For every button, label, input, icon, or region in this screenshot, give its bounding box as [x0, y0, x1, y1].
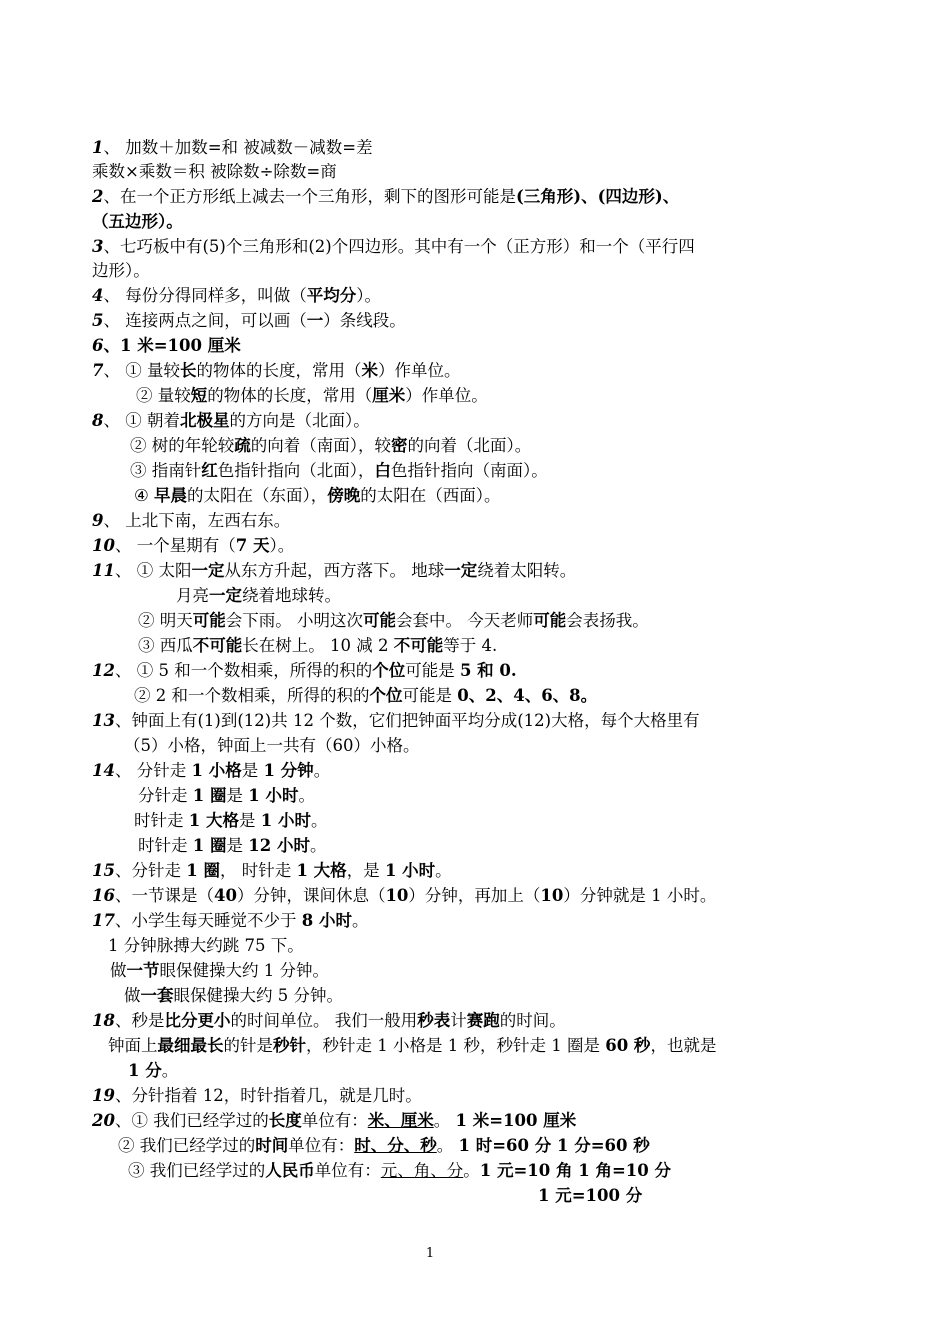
text-segment: 、 ① 太阳 [114, 561, 192, 580]
item-number: 2 [92, 187, 104, 206]
item-number: 7 [92, 361, 104, 380]
text-segment: 长 [179, 361, 197, 380]
text-segment: 1 分钟脉搏大约跳 75 下。 [108, 936, 304, 955]
text-line [130, 434, 531, 458]
item-number: 10 [92, 536, 115, 555]
text-segment: 、 上北下南，左西右东。 [103, 511, 291, 530]
text-segment: 可能 [533, 611, 567, 630]
text-line [92, 1009, 566, 1033]
text-segment: 绕着太阳转。 [477, 561, 577, 580]
text-segment: 短 [190, 386, 208, 405]
text-segment: 长在树上。 10 减 2 [242, 636, 394, 655]
text-segment: 个位 [372, 661, 406, 680]
text-segment: ③ 指南针 [130, 461, 202, 480]
text-segment: 的时间。 [499, 1011, 566, 1030]
text-line [130, 459, 548, 483]
text-segment: 。 [161, 1061, 179, 1080]
text-line [92, 884, 716, 908]
page-number: 1 [425, 1246, 435, 1261]
text-segment: 1 小格 [191, 761, 242, 780]
text-line [92, 160, 337, 184]
text-segment: 的物体的长度，常用（ [196, 361, 362, 380]
text-segment: ② 树的年轮较 [130, 436, 235, 455]
text-segment: 边形）。 [92, 261, 150, 280]
text-segment: 、 每份分得同样多，叫做（ [103, 286, 307, 305]
text-segment: 1 圈 [192, 786, 227, 805]
text-line [136, 384, 488, 408]
text-segment: 乘数×乘数＝积 被除数÷除数=商 [92, 162, 337, 181]
text-segment: ，也就是 [650, 1036, 717, 1055]
text-segment: 分针走 [138, 786, 193, 805]
text-segment: 12 小时 [248, 836, 310, 855]
item-number: 20 [92, 1111, 115, 1130]
text-line [138, 834, 326, 858]
text-segment: 白 [374, 461, 391, 480]
text-segment: 的太阳在（东面）， [187, 486, 328, 505]
text-line [92, 534, 294, 558]
text-segment: 。 [433, 1111, 456, 1130]
text-segment: ，是 [346, 861, 385, 880]
text-segment: 是 [226, 836, 249, 855]
text-segment: 60 秒 [605, 1036, 651, 1055]
text-segment: 眼保健操大约 1 分钟。 [159, 961, 329, 980]
text-segment: 一 [306, 311, 324, 330]
text-segment: 月亮 [176, 586, 209, 605]
text-segment: 的太阳在（西面）。 [360, 486, 501, 505]
text-segment: ， 时针走 [219, 861, 297, 880]
text-line [92, 235, 695, 259]
text-line [92, 1084, 422, 1108]
text-segment: 。 [313, 761, 331, 780]
text-segment: 单位有： [288, 1136, 355, 1155]
text-segment: (三角形)、(四边形)、 [515, 187, 680, 206]
text-segment: ）分钟，再加上（ [408, 886, 541, 905]
text-segment: ④ [134, 486, 155, 505]
text-segment: 是 [226, 786, 249, 805]
text-line [92, 359, 460, 383]
text-line [92, 659, 517, 683]
text-segment: 人民币 [265, 1161, 315, 1180]
text-segment: 赛跑 [466, 1011, 500, 1030]
text-segment: 一定 [209, 586, 242, 605]
text-segment: 、 连接两点之间，可以画（ [103, 311, 307, 330]
text-segment: 1 元=100 分 [538, 1186, 643, 1205]
text-segment: 、 加数＋加数=和 被减数－减数=差 [103, 138, 373, 157]
text-segment: 8 小时 [301, 911, 352, 930]
text-segment: 钟面上 [108, 1036, 158, 1055]
text-segment: 最细最长 [157, 1036, 224, 1055]
text-segment: 。 [463, 1161, 480, 1180]
text-segment: 色指针指向（北面）， [217, 461, 375, 480]
text-line [92, 259, 150, 283]
text-segment: 1 分 [128, 1061, 162, 1080]
text-segment: 的时间单位。 我们一般用 [230, 1011, 418, 1030]
text-line [92, 309, 406, 333]
text-segment: 、 ① 量较 [103, 361, 180, 380]
text-line [108, 1034, 716, 1058]
text-segment: （5）小格，钟面上一共有（60）小格。 [124, 736, 420, 755]
text-segment: 1 大格 [296, 861, 347, 880]
text-line [92, 559, 576, 583]
item-number: 16 [92, 886, 115, 905]
text-line [92, 509, 290, 533]
text-segment: 。 [435, 861, 452, 880]
text-segment: 从东方升起，西方落下。 地球 [224, 561, 445, 580]
text-segment: ）。 [269, 536, 295, 555]
text-segment: 的方向是（北面）。 [229, 411, 370, 430]
text-segment: 单位有： [301, 1111, 368, 1130]
text-segment: 1 分钟 [263, 761, 314, 780]
text-segment: ② 我们已经学过的 [118, 1136, 256, 1155]
text-line [92, 759, 330, 783]
text-segment: ② 明天 [138, 611, 193, 630]
text-segment: 会下雨。 小明这次 [225, 611, 363, 630]
text-segment: 。 [298, 786, 315, 805]
text-line [134, 684, 597, 708]
text-segment: 做 [110, 961, 127, 980]
text-segment: ③ 西瓜 [138, 636, 193, 655]
text-segment: 绕着地球转。 [242, 586, 341, 605]
text-segment: ）分钟，课间休息（ [236, 886, 386, 905]
text-segment: 米 [361, 361, 378, 380]
text-segment: 、① 我们已经学过的 [114, 1111, 269, 1130]
text-segment: 北极星 [179, 411, 230, 430]
item-number: 5 [92, 311, 104, 330]
text-line [138, 609, 649, 633]
text-line [134, 809, 327, 833]
text-segment: ，秒针走 1 小格是 1 秒，秒针走 1 圈是 [306, 1036, 606, 1055]
text-segment: 、分针走 [114, 861, 187, 880]
text-line [92, 284, 381, 308]
text-segment: ）作单位。 [405, 386, 488, 405]
text-segment: 不可能 [192, 636, 243, 655]
text-segment: 1 圈 [192, 836, 227, 855]
text-segment: 个位 [369, 686, 403, 705]
text-line [118, 1134, 650, 1158]
text-segment: 疏 [234, 436, 251, 455]
text-segment: 1 小时 [260, 811, 311, 830]
text-segment: 会表扬我。 [566, 611, 649, 630]
text-segment: 会套中。 今天老师 [396, 611, 534, 630]
text-segment: ）作单位。 [377, 361, 461, 380]
text-segment: 密 [391, 436, 408, 455]
text-segment: 、小学生每天睡觉不少于 [114, 911, 302, 930]
text-line [110, 959, 329, 983]
item-number: 1 [92, 138, 104, 157]
text-line [538, 1184, 642, 1208]
text-segment: 、 ① 朝着 [103, 411, 180, 430]
text-segment: 时针走 [138, 836, 193, 855]
text-segment: 红 [201, 461, 218, 480]
text-segment: 米、厘米 [367, 1111, 434, 1130]
text-line [92, 859, 452, 883]
text-segment: 的向着（南面），较 [250, 436, 391, 455]
item-number: 14 [92, 761, 115, 780]
text-segment: 单位有： [314, 1161, 381, 1180]
text-segment: 、一节课是（ [114, 886, 214, 905]
text-segment: 1 大格 [188, 811, 239, 830]
text-segment: 时间 [255, 1136, 289, 1155]
text-segment: 、 ① 5 和一个数相乘，所得的积的 [114, 661, 373, 680]
text-segment: 是 [241, 761, 264, 780]
text-segment: ）分钟就是 1 小时。 [563, 886, 717, 905]
item-number: 12 [92, 661, 115, 680]
text-line [138, 784, 315, 808]
text-segment: 一定 [444, 561, 478, 580]
text-segment: 5 和 0. [459, 661, 517, 680]
text-segment: 秒针 [273, 1036, 306, 1055]
text-segment: （五边形）。 [92, 212, 183, 231]
text-segment: 做 [124, 986, 141, 1005]
text-segment: 、在一个正方形纸上减去一个三角形，剩下的图形可能是 [103, 187, 516, 206]
item-number: 8 [92, 411, 104, 430]
text-segment: 40 [213, 886, 237, 905]
item-number: 11 [92, 561, 115, 580]
text-segment: 计 [450, 1011, 467, 1030]
text-segment: ）。 [356, 286, 381, 305]
text-segment: 时针走 [134, 811, 189, 830]
text-segment: 1 圈 [186, 861, 220, 880]
text-segment: ② 2 和一个数相乘，所得的积的 [134, 686, 370, 705]
text-segment: 可能 [363, 611, 396, 630]
text-segment: 1 米=100 厘米 [455, 1111, 577, 1130]
text-segment: ② 量较 [136, 386, 191, 405]
text-segment: 色指针指向（南面）。 [391, 461, 548, 480]
text-line [92, 185, 679, 209]
text-segment: 长度 [268, 1111, 302, 1130]
text-segment: 早晨 [154, 486, 188, 505]
item-number: 18 [92, 1011, 115, 1030]
text-segment: 可能是 [402, 686, 458, 705]
text-segment: 比分更小 [164, 1011, 231, 1030]
item-number: 9 [92, 511, 104, 530]
text-segment: 、七巧板中有(5)个三角形和(2)个四边形。其中有一个（正方形）和一个（平行四 [103, 237, 695, 256]
text-line [92, 210, 183, 234]
text-segment: 、钟面上有(1)到(12)共 12 个数，它们把钟面平均分成(12)大格，每个大格里有 [114, 711, 700, 730]
text-segment: 等于 4. [443, 636, 498, 655]
text-segment: 1 小时 [248, 786, 299, 805]
text-segment: 一节 [126, 961, 160, 980]
text-segment: 的向着（北面）。 [407, 436, 532, 455]
text-line [176, 584, 341, 608]
text-segment: 0、2、4、6、8。 [457, 686, 598, 705]
text-segment: 10 [385, 886, 409, 905]
text-line [124, 734, 420, 758]
text-line [92, 334, 241, 358]
text-segment: 眼保健操大约 5 分钟。 [173, 986, 343, 1005]
text-line [134, 484, 501, 508]
text-segment: 可能是 [405, 661, 460, 680]
text-line [138, 634, 497, 658]
text-segment: 秒表 [417, 1011, 451, 1030]
text-segment: 。 [351, 911, 369, 930]
text-line [108, 934, 304, 958]
text-segment: 、分针指着 12，时针指着几，就是几时。 [114, 1086, 422, 1105]
text-segment: 不可能 [393, 636, 444, 655]
text-segment: 。 [436, 1136, 459, 1155]
text-segment: 1 时=60 分 1 分=60 秒 [458, 1136, 650, 1155]
text-segment: ）条线段。 [323, 311, 406, 330]
text-segment: ③ 我们已经学过的 [128, 1161, 266, 1180]
item-number: 6 [92, 336, 104, 355]
text-segment: 元、角、分 [380, 1161, 464, 1180]
text-segment: 的针是 [223, 1036, 273, 1055]
text-line [92, 409, 370, 433]
text-segment: 一定 [191, 561, 225, 580]
text-segment: 是 [238, 811, 261, 830]
item-number: 17 [92, 911, 115, 930]
text-line [92, 136, 373, 160]
item-number: 3 [92, 237, 104, 256]
text-line [92, 909, 368, 933]
text-segment: 10 [540, 886, 564, 905]
text-segment: 傍晚 [327, 486, 361, 505]
text-segment: 、秒是 [114, 1011, 165, 1030]
text-segment: 平均分 [306, 286, 357, 305]
item-number: 15 [92, 861, 115, 880]
text-segment: 、 一个星期有（ [114, 536, 236, 555]
text-segment: 可能 [192, 611, 226, 630]
text-line [92, 709, 700, 733]
text-segment: 。 [309, 836, 327, 855]
text-segment: 的物体的长度，常用（ [207, 386, 373, 405]
text-segment: 1 元=10 角 1 角=10 分 [479, 1161, 672, 1180]
text-line [128, 1159, 671, 1183]
text-segment: 、 分针走 [114, 761, 192, 780]
text-segment: 一套 [140, 986, 174, 1005]
text-line [124, 984, 343, 1008]
text-segment: 7 天 [235, 536, 270, 555]
text-line [128, 1059, 178, 1083]
text-segment: 1 小时 [384, 861, 436, 880]
text-segment: 厘米 [372, 386, 406, 405]
text-segment: 时、分、秒 [354, 1136, 437, 1155]
item-number: 4 [92, 286, 104, 305]
item-number: 19 [92, 1086, 115, 1105]
text-line [92, 1109, 576, 1133]
item-number: 13 [92, 711, 115, 730]
text-segment: 、1 米=100 厘米 [103, 336, 241, 355]
text-segment: 。 [310, 811, 328, 830]
